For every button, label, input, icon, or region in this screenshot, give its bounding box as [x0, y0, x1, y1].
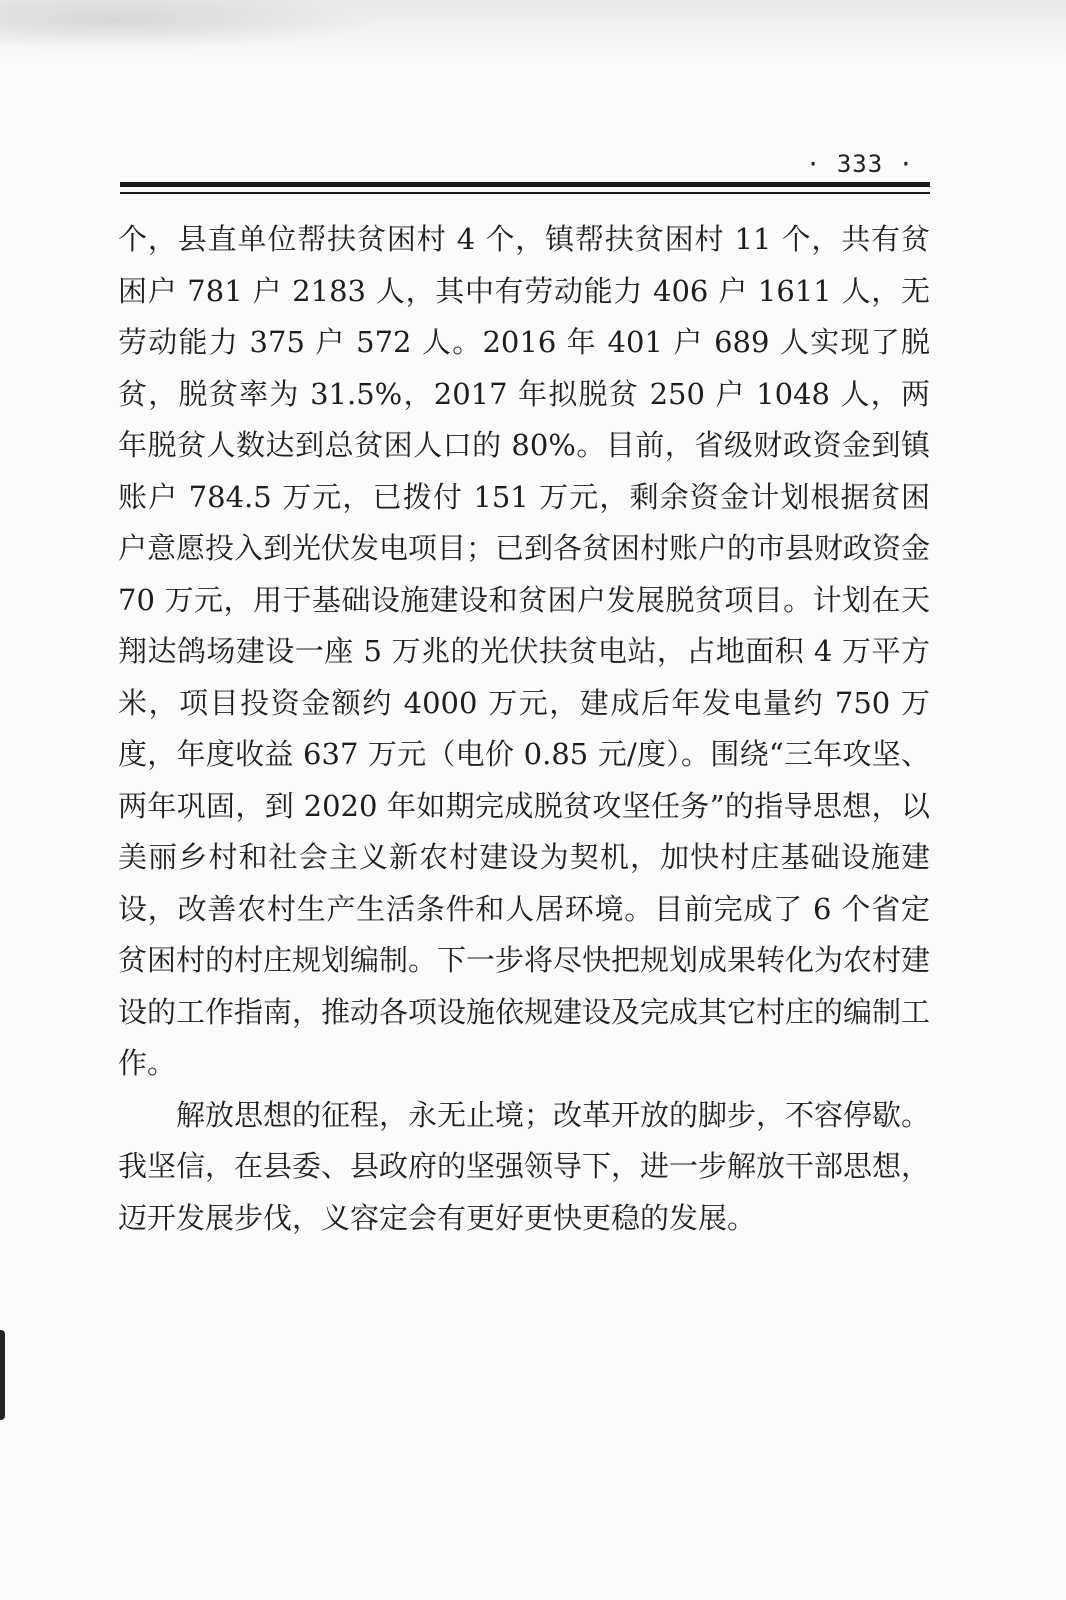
paragraph-continued: 个，县直单位帮扶贫困村 4 个，镇帮扶贫困村 11 个，共有贫困户 781 户 2183 人，其中有劳动能力 406 户 1611 人，无劳动能力 375 户 572 人。2016 年 401 户 689 人实现了脱贫，脱贫率为 31.5%，2017 年拟脱贫 250 户 1048 人，两年脱贫人数达到总贫困人口的 80%。目前，省级财政资金到镇账户 784.5 万元，已拨付 151 万元，剩余资金计划根据贫困户意愿投入到光伏发电项目；已到各贫困村账户的市县财政资金 70 万元，用于基础设施建设和贫困户发展脱贫项目。计划在天翔达鸽场建设一座 5 万兆的光伏扶贫电站，占地面积 4 万平方米，项目投资金额约 4000 万元，建成后年发电量约 750 万度，年度收益 637 万元（电价 0.85 元/度）。围绕“三年攻坚、两年巩固，到 2020 年如期完成脱贫攻坚任务”的指导思想，以美丽乡村和社会主义新农村建设为契机，加快村庄基础设施建设，改善农村生产生活条件和人居环境。目前完成了 6 个省定贫困村的村庄规划编制。下一步将尽快把规划成果转化为农村建设的工作指南，推动各项设施依规建设及完成其它村庄的编制工作。 — [118, 222, 931, 1080]
scan-edge-mark — [0, 1330, 5, 1420]
body-text — [118, 214, 930, 1244]
header-rule-thin — [120, 192, 930, 194]
page-number: · 333 · — [805, 150, 915, 178]
paragraph-closing: 解放思想的征程，永无止境；改革开放的脚步，不容停歇。我坚信，在县委、县政府的坚强领导下，进一步解放干部思想，迈开发展步伐，义容定会有更好更快更稳的发展。 — [118, 1097, 931, 1235]
scan-smudge — [0, 0, 380, 50]
header-rule-thick — [120, 182, 930, 187]
